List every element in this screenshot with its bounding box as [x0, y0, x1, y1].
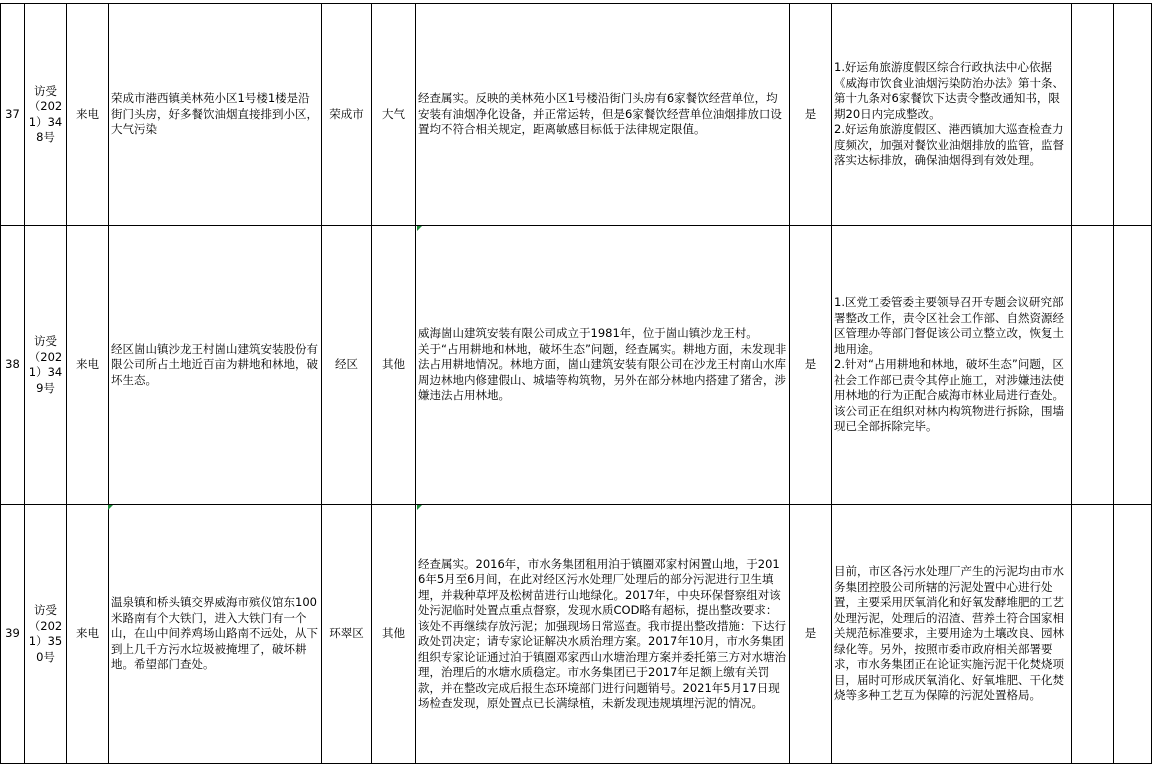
table-row [1, 226, 1152, 505]
category: 其他 [372, 505, 416, 764]
empty-cell [1072, 4, 1114, 226]
cell-comment-marker [417, 226, 422, 231]
empty-cell [1072, 505, 1114, 764]
investigation-finding: 经查属实。反映的美林苑小区1号楼沿街门头房有6家餐饮经营单位，均安装有油烟净化设备，并正常运转，但是6家餐饮经营单位油烟排放口设置均不符合相关规定，距离敏感目标低于法律规定限值。 [416, 4, 790, 226]
case-code: 访受（2021）348号 [25, 4, 67, 226]
row-number: 39 [1, 505, 25, 764]
empty-cell [1114, 505, 1152, 764]
cell-comment-marker [417, 505, 422, 510]
source: 来电 [67, 4, 109, 226]
case-code: 访受（2021）350号 [25, 505, 67, 764]
rectification-measures: 目前，市区各污水处理厂产生的污泥均由市水务集团控股公司所辖的污泥处置中心进行处置，主要采用厌氧消化和好氧发酵堆肥的工艺处理污泥，处理后的沼渣、营养土符合国家相关规范标准要求，主要用途为土壤改良、园林绿化等。另外，按照市委市政府相关部署要求，市水务集团正在论证实施污泥干化焚烧项目，届时可形成厌氧消化、好氧堆肥、干化焚烧等多种工艺互为保障的污泥处置格局。 [832, 505, 1072, 764]
city: 环翠区 [322, 505, 372, 764]
city: 经区 [322, 226, 372, 505]
category: 其他 [372, 226, 416, 505]
category: 大气 [372, 4, 416, 226]
verified-flag: 是 [790, 226, 832, 505]
table-row [1, 4, 1152, 226]
rectification-measures: 1.好运角旅游度假区综合行政执法中心依据《威海市饮食业油烟污染防治办法》第十条、第十九条对6家餐饮下达责令整改通知书，限期20日内完成整改。 2.好运角旅游度假区、港西镇加大巡查检查力度频次，加强对餐饮业油烟排放的监管，监督落实达标排放，确保油烟得到有效处理。 [832, 4, 1072, 226]
investigation-finding: 经查属实。2016年，市水务集团租用泊于镇圈邓家村闲置山地，于2016年5月至6月间，在此对经区污水处理厂处理后的部分污泥进行卫生填埋，并栽种草坪及松树苗进行山地绿化。2017年，中央环保督察组对该处污泥临时处置点重点督察，发现水质COD略有超标，提出整改要求：该处不再继续存放污泥；加强现场日常巡查。我市提出整改措施：下达行政处罚决定；请专家论证解决水质治理方案。2017年10月，市水务集团组织专家论证通过泊于镇圈邓家西山水塘治理方案并委托第三方对水塘治理，治理后的水塘水质稳定。市水务集团已于2017年足额上缴有关罚款，并在整改完成后报生态环境部门进行问题销号。2021年5月17日现场检查发现，原处置点已长满绿植，未新发现违规填埋污泥的情况。 [416, 505, 790, 764]
row-number: 38 [1, 226, 25, 505]
cell-comment-marker [108, 505, 113, 510]
verified-flag: 是 [790, 4, 832, 226]
source: 来电 [67, 226, 109, 505]
empty-cell [1072, 226, 1114, 505]
complaint-content: 温泉镇和桥头镇交界威海市殡仪馆东100米路南有个大铁门，进入大铁门有一个山，在山中间养鸡场山路南不远处，从下到上几千方污水垃圾被掩埋了，破坏耕地。希望部门查处。 [109, 505, 322, 764]
table-row [1, 505, 1152, 764]
empty-cell [1114, 4, 1152, 226]
case-code: 访受（2021）349号 [25, 226, 67, 505]
source: 来电 [67, 505, 109, 764]
city: 荣成市 [322, 4, 372, 226]
empty-cell [1114, 226, 1152, 505]
complaint-content: 经区崮山镇沙龙王村崮山建筑安装股份有限公司所占土地近百亩为耕地和林地，破坏生态。 [109, 226, 322, 505]
verified-flag: 是 [790, 505, 832, 764]
complaint-content: 荣成市港西镇美林苑小区1号楼1楼是沿街门头房，好多餐饮油烟直接排到小区，大气污染 [109, 4, 322, 226]
investigation-finding: 威海崮山建筑安装有限公司成立于1981年，位于崮山镇沙龙王村。 关于“占用耕地和林地，破坏生态”问题，经查属实。耕地方面，未发现非法占用耕地情况。林地方面，崮山建筑安装有限公司在沙龙王村南山水库周边林地内修建假山、城墙等构筑物，另外在部分林地内搭建了猪舍，涉嫌违法占用林地。 [416, 226, 790, 505]
rectification-measures: 1.区党工委管委主要领导召开专题会议研究部署整改工作，责令区社会工作部、自然资源经区管理办等部门督促该公司立整立改，恢复土地用途。 2.针对“占用耕地和林地，破坏生态”问题，区社会工作部已责令其停止施工，对涉嫌违法使用林地的行为正配合威海市林业局进行查处。该公司正在组织对林内构筑物进行拆除，围墙现已全部拆除完毕。 [832, 226, 1072, 505]
row-number: 37 [1, 4, 25, 226]
complaint-table [0, 3, 1152, 764]
